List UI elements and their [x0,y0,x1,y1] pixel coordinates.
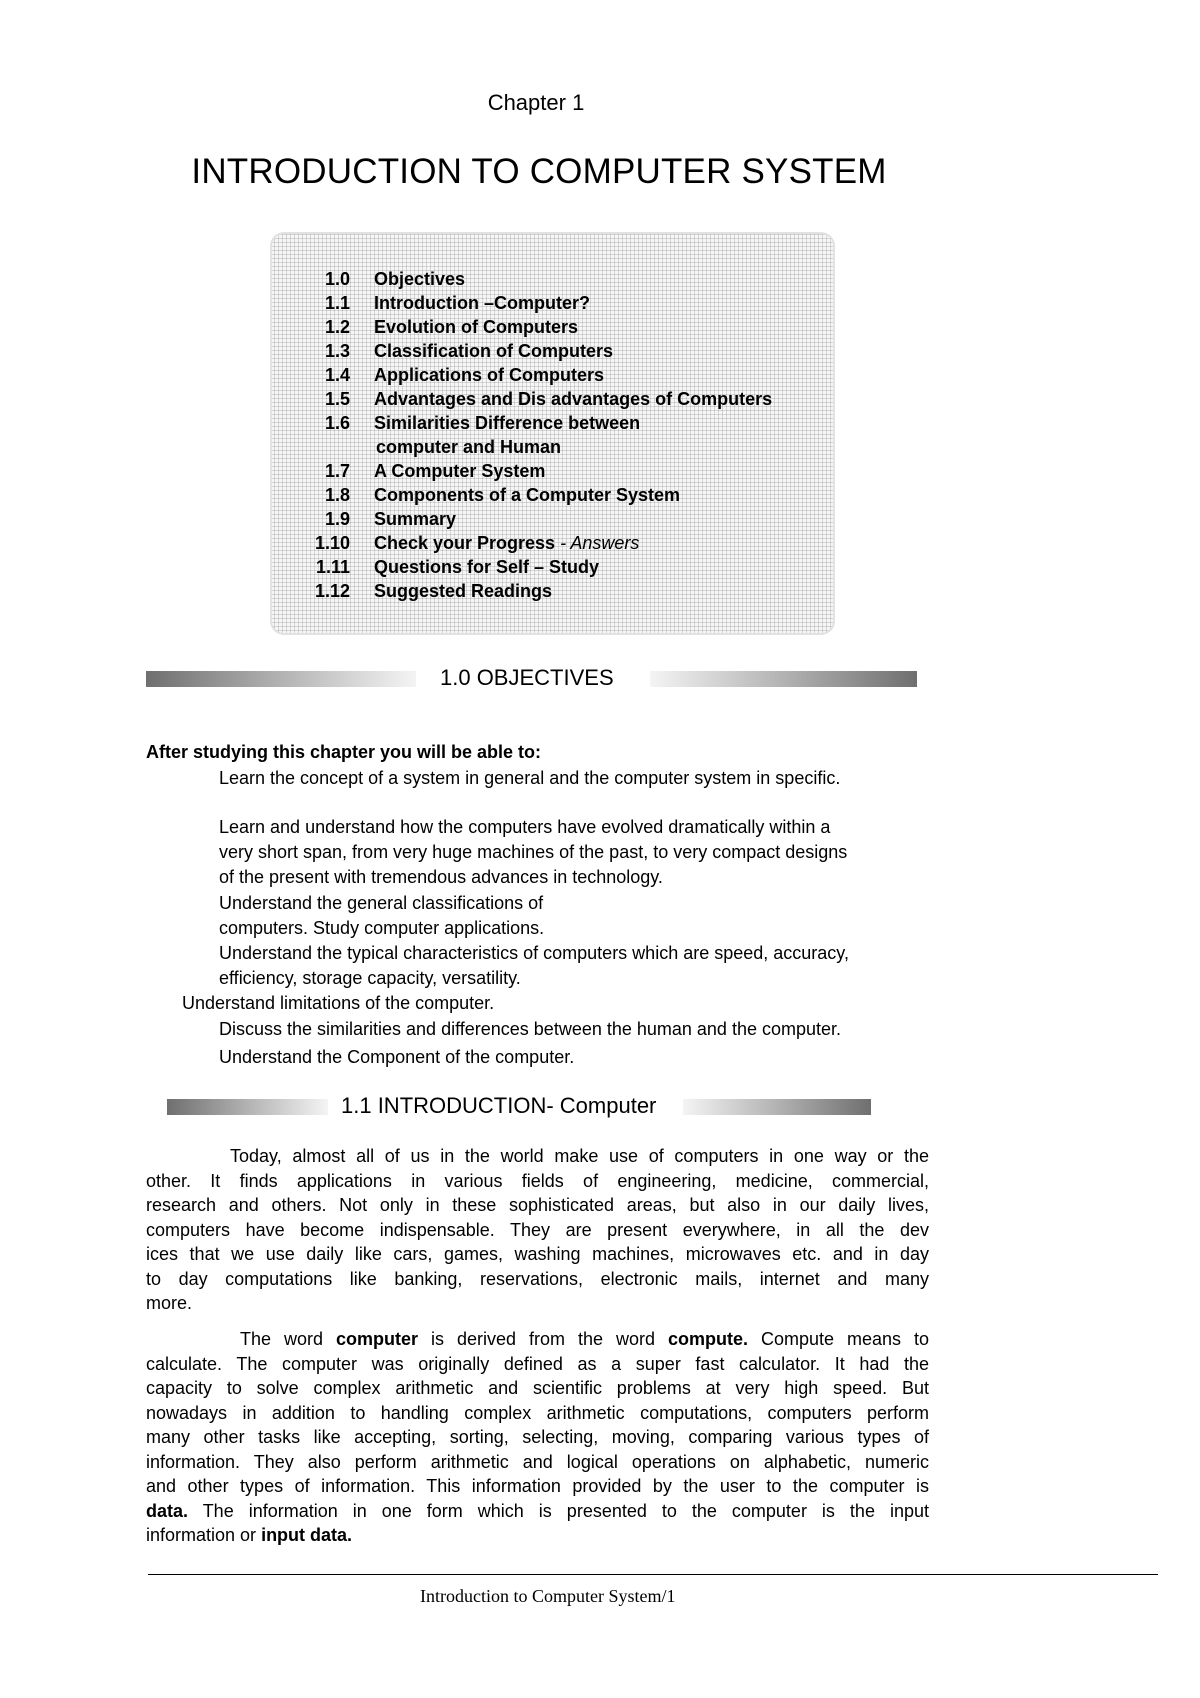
chapter-title: INTRODUCTION TO COMPUTER SYSTEM [191,152,887,191]
paragraph-line [146,1327,929,1352]
intro-paragraph-1 [146,1144,929,1316]
paragraph-line: information. They also perform arithmetic and logical operations on alphabetic, numeric [146,1451,929,1472]
paragraph-line: computers have become indispensable. They are present everywhere, in all the dev [146,1219,929,1240]
objectives-heading: 1.0 OBJECTIVES [440,665,614,690]
page-footer: Introduction to Computer System/1 [420,1586,676,1606]
introduction-banner [0,1091,1200,1121]
toc-label: Components of a Computer System [374,485,681,505]
toc-number: 1.5 [324,389,350,409]
paragraph-line: more. [146,1293,193,1313]
paragraph-line [146,1523,929,1548]
objective-line: Understand the typical characteristics of computers which are speed, accuracy, [219,943,849,963]
objective-line: Understand the Component of the computer. [219,1047,575,1067]
toc-label: Objectives [374,269,466,289]
term-data: data. [146,1500,189,1521]
paragraph-line: many other tasks like accepting, sorting, selecting, moving, comparing various types of [146,1427,929,1447]
toc-label: Evolution of Computers [374,317,578,337]
paragraph-line: nowadays in addition to handling complex arithmetic computations, computers perform [146,1402,929,1423]
objective-line: of the present with tremendous advances in technology. [219,867,663,887]
toc-number: 1.3 [324,341,350,361]
toc-number: 1.2 [324,317,350,337]
text-run: The word [240,1329,336,1349]
paragraph-line: Today, almost all of us in the world make use of computers in one way or the [230,1146,929,1166]
objective-line: very short span, from very huge machines of the past, to very compact designs [219,842,848,862]
paragraph-line: capacity to solve complex arithmetic and scientific problems at very high speed. But [146,1378,929,1398]
objective-line: Understand limitations of the computer. [182,993,495,1013]
text-run: is derived from the word [418,1329,668,1349]
paragraph-line [146,1499,929,1524]
toc-label: Introduction –Computer? [374,293,590,313]
toc-label: Advantages and Dis advantages of Computers [374,389,773,409]
toc-label: computer and Human [376,437,562,457]
toc-number: 1.8 [324,485,350,505]
toc-label: Suggested Readings [374,581,553,601]
toc-number: 1.11 [315,557,350,577]
footer-rule [148,1574,1158,1575]
toc-label: Classification of Computers [374,341,614,361]
toc-number: 1.0 [324,269,350,289]
banner-bar-left [167,1099,328,1115]
objective-line: efficiency, storage capacity, versatility. [219,968,521,988]
text-run: The information in one form which is presented to the computer is the input [188,1500,929,1521]
toc-number: 1.12 [314,581,350,601]
term-input-data: input data. [261,1525,353,1545]
toc-label: Check your Progress [374,533,556,553]
toc-number: 1.4 [324,365,350,385]
objectives-lead: After studying this chapter you will be able to: [146,742,542,762]
objective-line: computers. Study computer applications. [219,918,545,938]
toc-label-suffix: - Answers [555,533,640,553]
term-compute: compute. [667,1329,748,1349]
objective-line: Learn the concept of a system in general and the computer system in specific. [219,768,841,788]
toc-number: 1.6 [324,413,350,433]
toc-number: 1.7 [324,461,350,481]
banner-bar-right [683,1099,871,1115]
banner-bar-right [650,671,917,687]
toc-number: 1.10 [314,533,350,553]
paragraph-line: calculate. The computer was originally defined as a super fast calculator. It had the [146,1353,929,1374]
toc-label: Questions for Self – Study [374,557,600,577]
toc-number: 1.9 [324,509,350,529]
text-run: information or [146,1525,262,1545]
toc-label: Similarities Difference between [374,413,641,433]
objectives-banner [0,663,1200,693]
paragraph-line: ices that we use daily like cars, games, washing machines, microwaves etc. and in day [146,1244,929,1264]
toc-box [270,232,835,635]
toc-label: A Computer System [374,461,546,481]
intro-paragraph-2 [146,1327,929,1548]
banner-bar-left [146,671,416,687]
paragraph-line: research and others. Not only in these sophisticated areas, but also in our daily lives, [146,1195,929,1215]
paragraph-line: other. It finds applications in various fields of engineering, medicine, commercial, [146,1170,929,1191]
chapter-label: Chapter 1 [487,90,585,115]
objective-line: Discuss the similarities and differences between the human and the computer. [219,1019,842,1039]
term-computer: computer [336,1329,419,1349]
text-run: Compute means to [747,1329,929,1349]
objective-line: Learn and understand how the computers have evolved dramatically within a [219,817,831,837]
toc-number: 1.1 [324,293,350,313]
paragraph-line: to day computations like banking, reservations, electronic mails, internet and many [146,1268,929,1289]
introduction-heading: 1.1 INTRODUCTION- Computer [341,1093,657,1118]
toc-label: Summary [374,509,457,529]
toc-label: Applications of Computers [374,365,605,385]
objective-line: Understand the general classifications of [219,893,544,913]
paragraph-line: and other types of information. This information provided by the user to the computer is [146,1476,929,1496]
